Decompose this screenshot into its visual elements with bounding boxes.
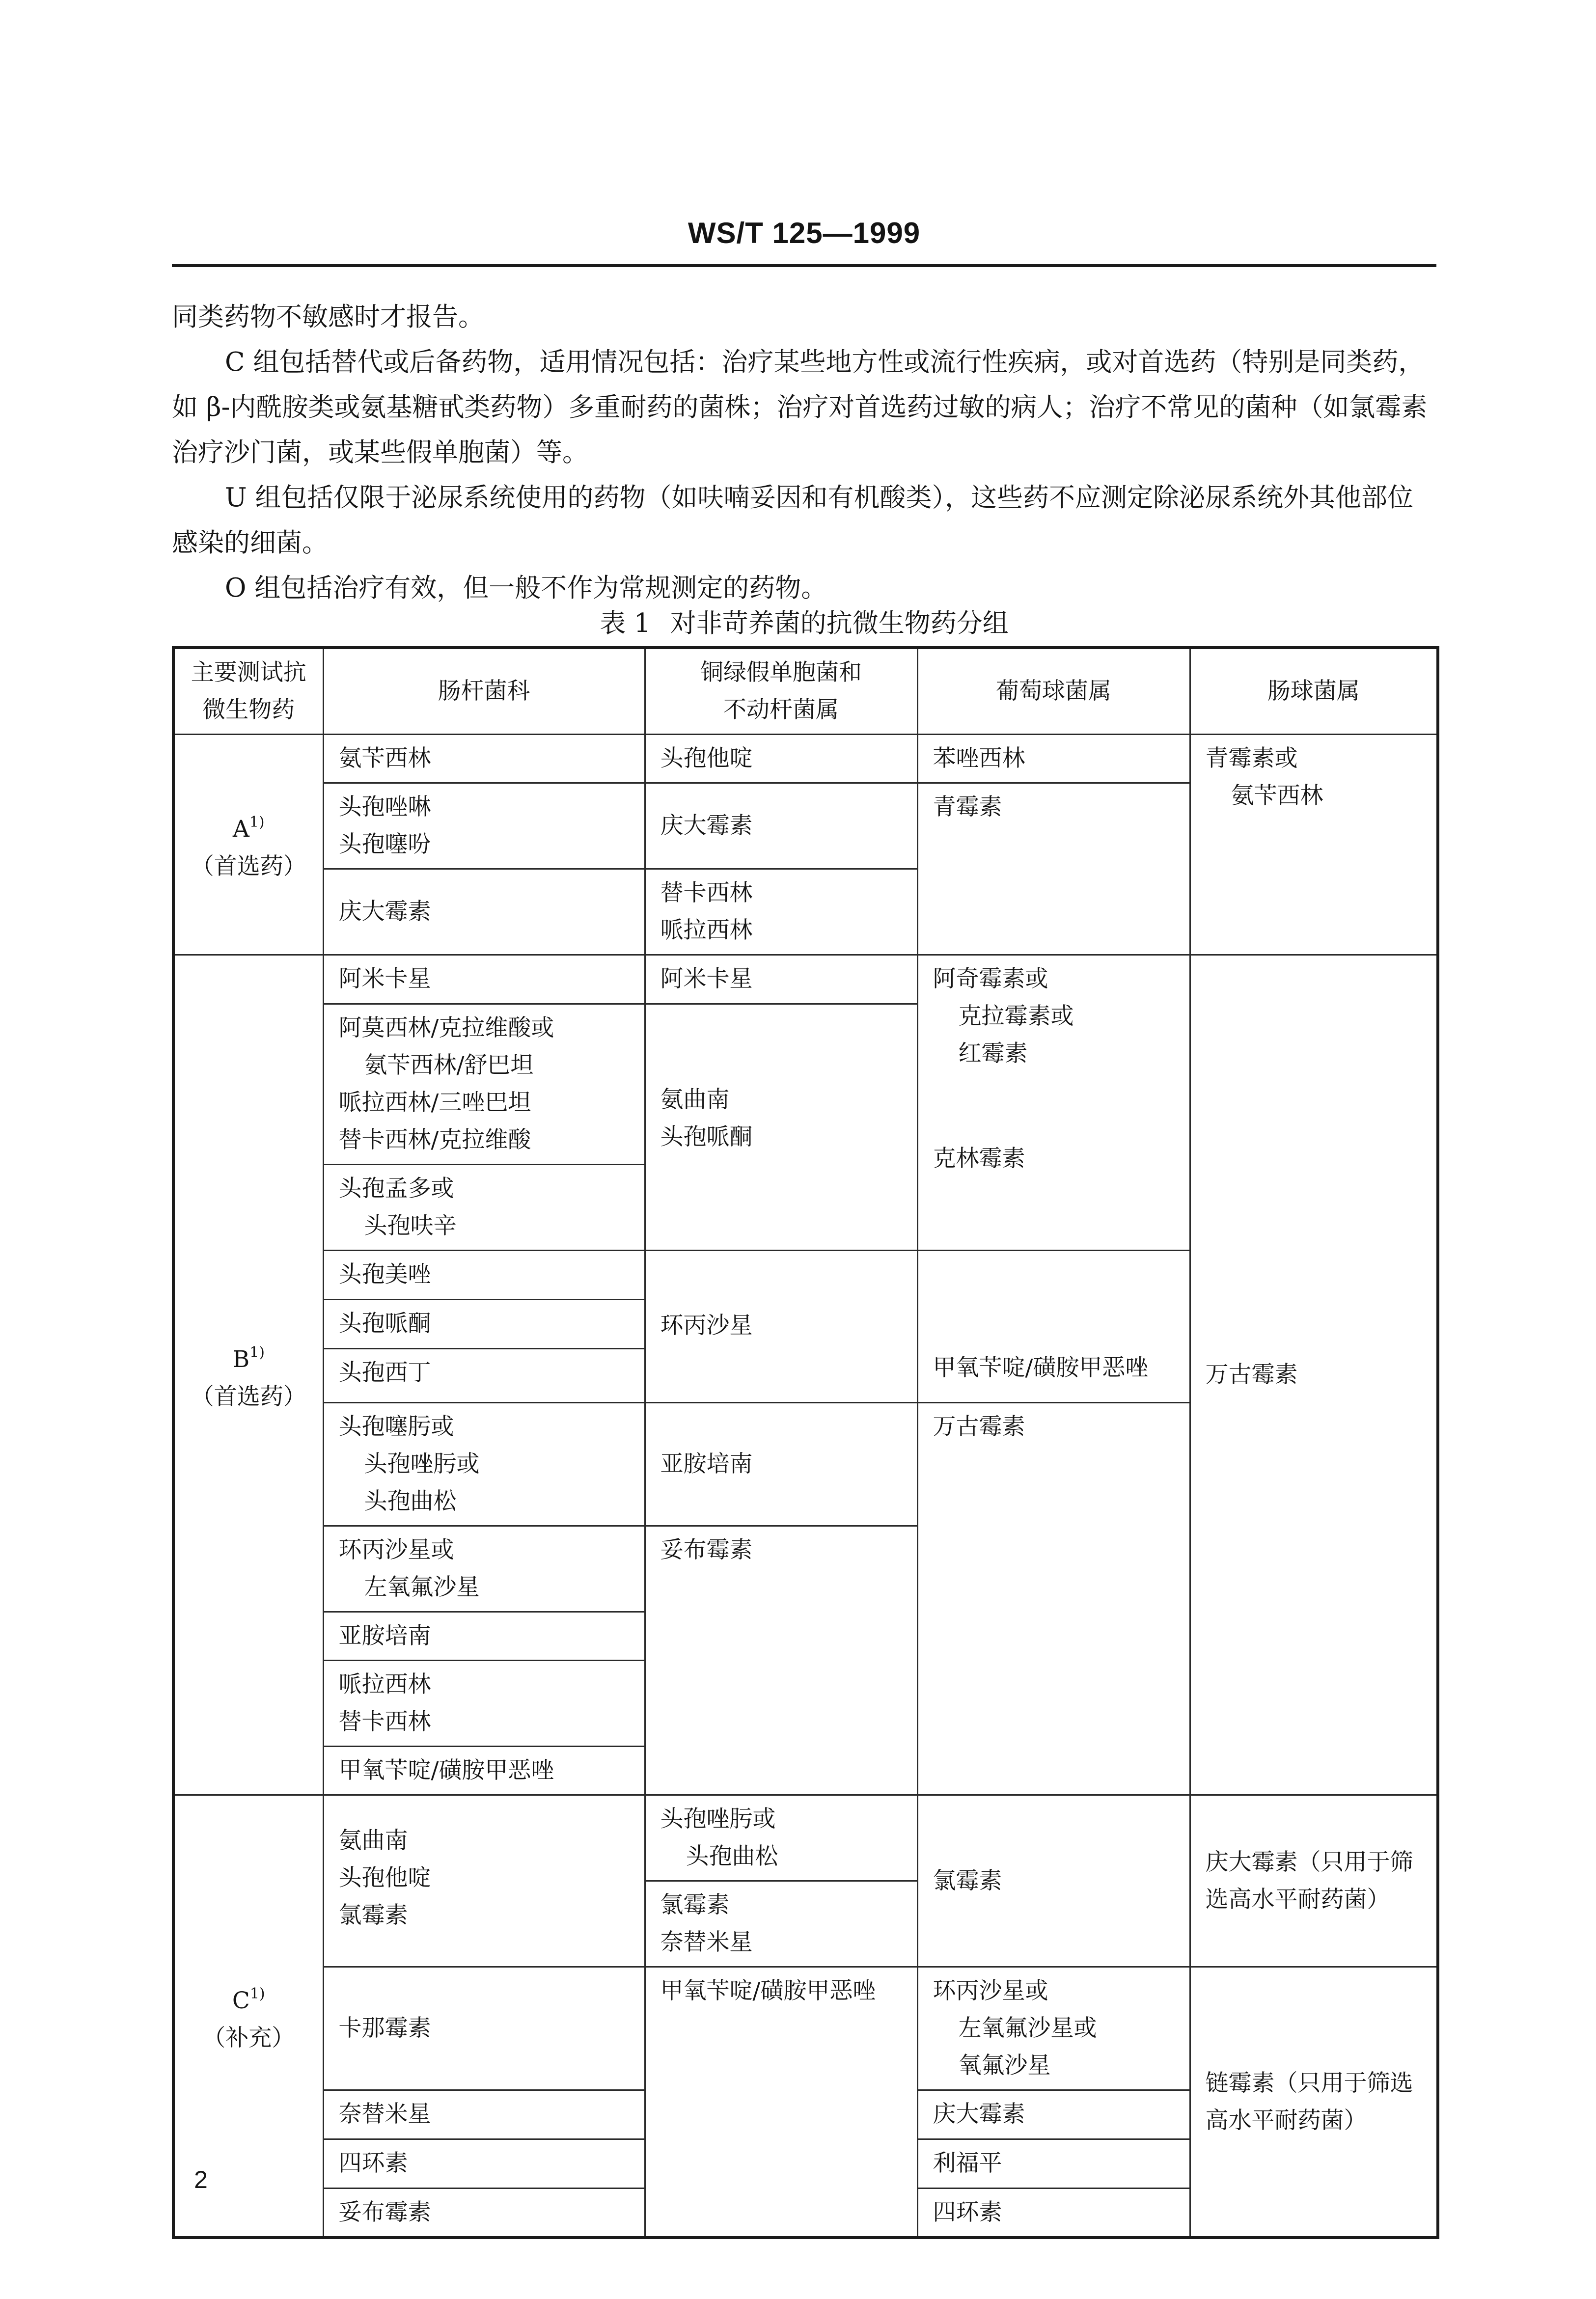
table-cell (323, 1795, 645, 1967)
drug-name: 阿奇霉素或 (933, 965, 1048, 992)
group-a-label (173, 735, 323, 955)
table-cell (323, 1349, 645, 1403)
header-cell-pseudomonas (645, 648, 917, 735)
table-cell (645, 955, 917, 1004)
drug-name: 亚胺培南 (338, 1622, 431, 1649)
drug-name: 氨苄西林/舒巴坦 (364, 1052, 534, 1079)
drug-name: 氨曲南 (660, 1086, 730, 1113)
table-cell (645, 1795, 917, 1881)
table-cell (917, 2090, 1190, 2139)
table-cell (323, 955, 645, 1004)
table-cell (323, 1967, 645, 2090)
table-cell (323, 1747, 645, 1795)
table-cell (917, 1251, 1190, 1403)
table-cell (917, 2189, 1190, 2238)
drug-name: 哌拉西林/三唑巴坦 (338, 1089, 531, 1116)
table-row (173, 1967, 1438, 2090)
paragraph-group-c: C 组包括替代或后备药物，适用情况包括：治疗某些地方性或流行性疾病，或对首选药（特别是同类药，如 β-内酰胺类或氨基糖甙类药物）多重耐药的菌株；治疗对首选药过敏的病人；治疗不常见的菌种（如氯霉素治疗沙门菌，或某些假单胞菌）等。 (172, 347, 1428, 467)
drug-name: 高水平耐药菌） (1205, 2107, 1367, 2134)
drug-name: 环丙沙星或 (933, 1977, 1048, 2004)
drug-name: 头孢呋辛 (364, 1212, 457, 1239)
group-b-label (173, 955, 323, 1795)
drug-name: 亚胺培南 (660, 1451, 753, 1478)
table-cell (645, 1403, 917, 1526)
header-cell-main-drugs (173, 648, 323, 735)
drug-name: 氨曲南 (338, 1827, 408, 1854)
table-row (173, 735, 1438, 783)
page-header (172, 216, 1436, 263)
group-letter: B (232, 1346, 250, 1373)
drug-name: 青霉素或 (1205, 745, 1298, 772)
table-cell (917, 735, 1190, 783)
drug-name: 环丙沙星或 (338, 1536, 454, 1563)
standard-code: WS/T 125—1999 (688, 217, 921, 249)
table-cell (323, 1403, 645, 1526)
table-cell (1190, 1967, 1438, 2238)
drug-name: 庆大霉素 (660, 812, 753, 839)
table-cell (1190, 1795, 1438, 1967)
footnote-mark: 1) (249, 1344, 265, 1361)
drug-name: 头孢噻吩 (338, 831, 431, 858)
table-cell (323, 1661, 645, 1747)
drug-name: 卡那霉素 (338, 2015, 431, 2042)
table-caption-title: 对非苛养菌的抗微生物药分组 (670, 608, 1009, 638)
drug-name: 环丙沙星 (660, 1312, 753, 1339)
drug-name: 甲氧苄啶/磺胺甲恶唑 (660, 1977, 876, 2004)
drug-name: 氯霉素 (338, 1902, 408, 1929)
table-header-row (173, 648, 1438, 735)
table-cell (323, 1004, 645, 1165)
paragraph-group-o: O 组包括治疗有效，但一般不作为常规测定的药物。 (225, 573, 827, 603)
drug-name: 替卡西林 (338, 1708, 431, 1735)
header-text: 微生物药 (202, 696, 295, 723)
table-cell (323, 869, 645, 955)
drug-name: 头孢哌酮 (338, 1310, 431, 1337)
table-cell (1190, 735, 1438, 955)
drug-name: 氨苄西林 (1231, 782, 1323, 809)
paragraph-group-u: U 组包括仅限于泌尿系统使用的药物（如呋喃妥因和有机酸类），这些药不应测定除泌尿系统外其他部位感染的细菌。 (172, 483, 1414, 558)
group-letter: C (232, 1987, 250, 2014)
table-caption-number: 表 1 (600, 608, 651, 638)
drug-name: 阿米卡星 (338, 965, 431, 992)
paragraph-1: 同类药物不敏感时才报告。 (172, 302, 484, 332)
header-text: 主要测试抗 (191, 659, 306, 686)
table-cell (917, 1403, 1190, 1795)
drug-name: 左氧氟沙星或 (958, 2015, 1097, 2042)
drug-name: 奈替米星 (338, 2101, 431, 2128)
footnote-mark: 1) (249, 814, 265, 831)
drug-name: 头孢唑啉 (338, 794, 431, 821)
drug-name: 头孢唑肟或 (660, 1806, 776, 1833)
group-note: （补充） (202, 2024, 295, 2052)
table-cell (917, 2139, 1190, 2189)
table-row (173, 1795, 1438, 1881)
table-cell (323, 1612, 645, 1661)
drug-name: 哌拉西林 (338, 1671, 431, 1698)
table-cell (917, 783, 1190, 955)
drug-name: 替卡西林 (660, 879, 753, 906)
drug-name: 妥布霉素 (660, 1536, 753, 1563)
drug-name: 青霉素 (933, 794, 1002, 821)
table-cell (645, 1881, 917, 1967)
table-cell (323, 2139, 645, 2189)
drug-name: 头孢他啶 (660, 745, 753, 772)
drug-name: 克林霉素 (933, 1145, 1025, 1172)
drug-name: 妥布霉素 (338, 2199, 431, 2226)
drug-name: 甲氧苄啶/磺胺甲恶唑 (338, 1757, 554, 1784)
header-text: 不动杆菌属 (723, 696, 839, 723)
drug-name: 苯唑西林 (933, 745, 1025, 772)
group-note: （首选药） (191, 1383, 306, 1410)
group-letter: A (232, 816, 249, 843)
table-row (173, 955, 1438, 1004)
drug-name: 左氧氟沙星 (364, 1574, 480, 1601)
drug-group-table (172, 646, 1439, 2239)
drug-name: 万古霉素 (933, 1413, 1025, 1440)
table-cell (1190, 955, 1438, 1795)
drug-name: 头孢曲松 (686, 1843, 778, 1870)
table-cell (645, 783, 917, 869)
table-cell (323, 735, 645, 783)
drug-name: 替卡西林/克拉维酸 (338, 1126, 531, 1153)
drug-name: 头孢唑肟或 (364, 1451, 480, 1478)
drug-name: 头孢美唑 (338, 1261, 431, 1288)
drug-name: 奈替米星 (660, 1929, 753, 1956)
drug-name: 庆大霉素 (933, 2101, 1025, 2128)
table-cell (645, 869, 917, 955)
table-cell (323, 2090, 645, 2139)
header-cell-enterococcus: 肠球菌属 (1190, 648, 1438, 735)
drug-name: 四环素 (933, 2199, 1002, 2226)
table-cell (323, 1300, 645, 1349)
header-rule (172, 264, 1436, 267)
drug-name: 选高水平耐药菌） (1205, 1886, 1390, 1913)
table-cell (917, 1967, 1190, 2090)
drug-name: 氧氟沙星 (958, 2052, 1051, 2079)
drug-name: 利福平 (933, 2150, 1002, 2177)
drug-name: 庆大霉素（只用于筛 (1205, 1848, 1413, 1876)
drug-name: 庆大霉素 (338, 898, 431, 925)
drug-name: 头孢哌酮 (660, 1123, 753, 1150)
table-cell (645, 735, 917, 783)
table-cell (323, 1165, 645, 1251)
drug-name: 链霉素（只用于筛选 (1205, 2069, 1413, 2097)
drug-name: 甲氧苄啶/磺胺甲恶唑 (933, 1354, 1149, 1381)
header-cell-enterobacteriaceae: 肠杆菌科 (323, 648, 645, 735)
header-text: 铜绿假单胞菌和 (700, 659, 862, 686)
table-cell (323, 783, 645, 869)
table-cell (645, 1251, 917, 1403)
drug-name: 头孢西丁 (338, 1359, 431, 1386)
table-cell (323, 1526, 645, 1612)
table-cell (645, 1526, 917, 1795)
drug-name: 阿米卡星 (660, 965, 753, 992)
table-cell (917, 955, 1190, 1251)
table-cell (323, 1251, 645, 1300)
drug-name: 红霉素 (958, 1040, 1028, 1067)
page-number: 2 (194, 2166, 208, 2193)
drug-name: 哌拉西林 (660, 917, 753, 944)
drug-name: 氯霉素 (933, 1867, 1002, 1894)
drug-name: 四环素 (338, 2150, 408, 2177)
drug-name: 头孢曲松 (364, 1488, 457, 1515)
table-caption (172, 605, 1436, 642)
drug-name: 万古霉素 (1205, 1361, 1298, 1388)
drug-name: 氨苄西林 (338, 745, 431, 772)
table-cell (645, 1967, 917, 2238)
table-cell (323, 2189, 645, 2238)
drug-name: 头孢孟多或 (338, 1175, 454, 1202)
header-cell-staphylococcus: 葡萄球菌属 (917, 648, 1190, 735)
drug-name: 头孢他啶 (338, 1864, 431, 1891)
drug-name: 克拉霉素或 (958, 1003, 1074, 1030)
footnote-mark: 1) (249, 1985, 265, 2002)
table-cell (645, 1004, 917, 1251)
drug-name: 头孢噻肟或 (338, 1413, 454, 1440)
drug-name: 阿莫西林/克拉维酸或 (338, 1014, 554, 1041)
drug-name: 氯霉素 (660, 1891, 730, 1918)
group-note: （首选药） (191, 853, 306, 880)
table-cell (917, 1795, 1190, 1967)
